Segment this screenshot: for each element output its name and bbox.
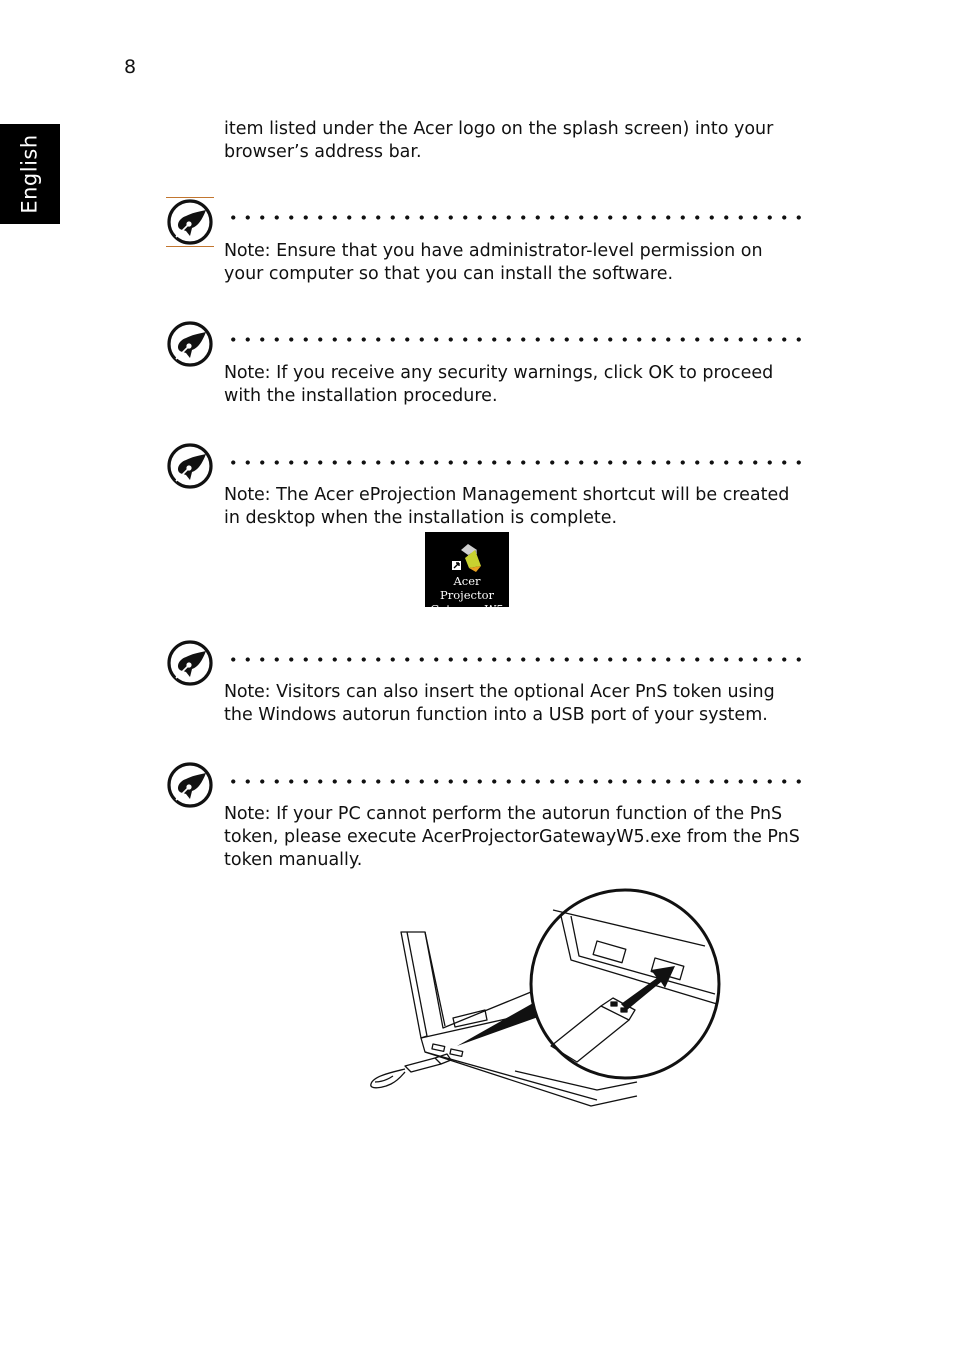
language-tab-label: English	[17, 134, 42, 214]
pen-note-icon	[166, 442, 214, 490]
pen-note-icon	[166, 320, 214, 368]
dotted-separator	[226, 460, 809, 465]
language-tab	[0, 124, 60, 224]
note-4	[224, 681, 804, 727]
note-text: : Ensure that you have administrator-level permission on your computer so that you can install the software.	[224, 241, 763, 284]
note-2	[224, 362, 804, 408]
shortcut-label-line-1: Acer Projector	[439, 574, 494, 602]
pen-note-icon	[166, 639, 214, 687]
note-label: Note	[224, 241, 265, 261]
note-text: to proceed with the installation procedure.	[224, 363, 774, 406]
note-1	[224, 240, 804, 286]
pen-note-icon	[166, 198, 214, 246]
shortcut-label	[425, 574, 509, 616]
note-text: : The Acer eProjection Management shortcut will be created in desktop when the installation is complete.	[224, 485, 790, 528]
page-number: 8	[124, 56, 137, 78]
acer-projector-gateway-icon	[451, 538, 485, 574]
dotted-separator	[226, 337, 809, 342]
note-text: : Visitors can also insert the optional Acer PnS token using the Windows autorun function into a USB port of your system.	[224, 682, 775, 725]
desktop-shortcut[interactable]	[425, 532, 509, 616]
shortcut-label-line-2: Gateway W5	[430, 602, 504, 616]
pen-note-icon	[166, 761, 214, 809]
note-text: : If you receive any security warnings, click	[264, 363, 649, 383]
dotted-separator	[226, 657, 809, 662]
note-5	[224, 803, 804, 872]
note-icon-rule-bottom	[166, 246, 214, 247]
note-text: : If your PC cannot perform the autorun function of the PnS token, please execute AcerProjectorGatewayW5.exe from the PnS token manually.	[224, 804, 800, 870]
dotted-separator	[226, 779, 809, 784]
ok-label: OK	[648, 363, 674, 383]
dotted-separator	[226, 215, 809, 220]
note-label: Note	[224, 485, 265, 505]
note-label: Note	[224, 363, 265, 383]
note-3	[224, 484, 804, 530]
intro-paragraph: item listed under the Acer logo on the splash screen) into your browser’s address bar.	[224, 119, 774, 162]
usb-token-insertion-illustration	[365, 886, 725, 1111]
note-label: Note	[224, 682, 265, 702]
note-label: Note	[224, 804, 265, 824]
